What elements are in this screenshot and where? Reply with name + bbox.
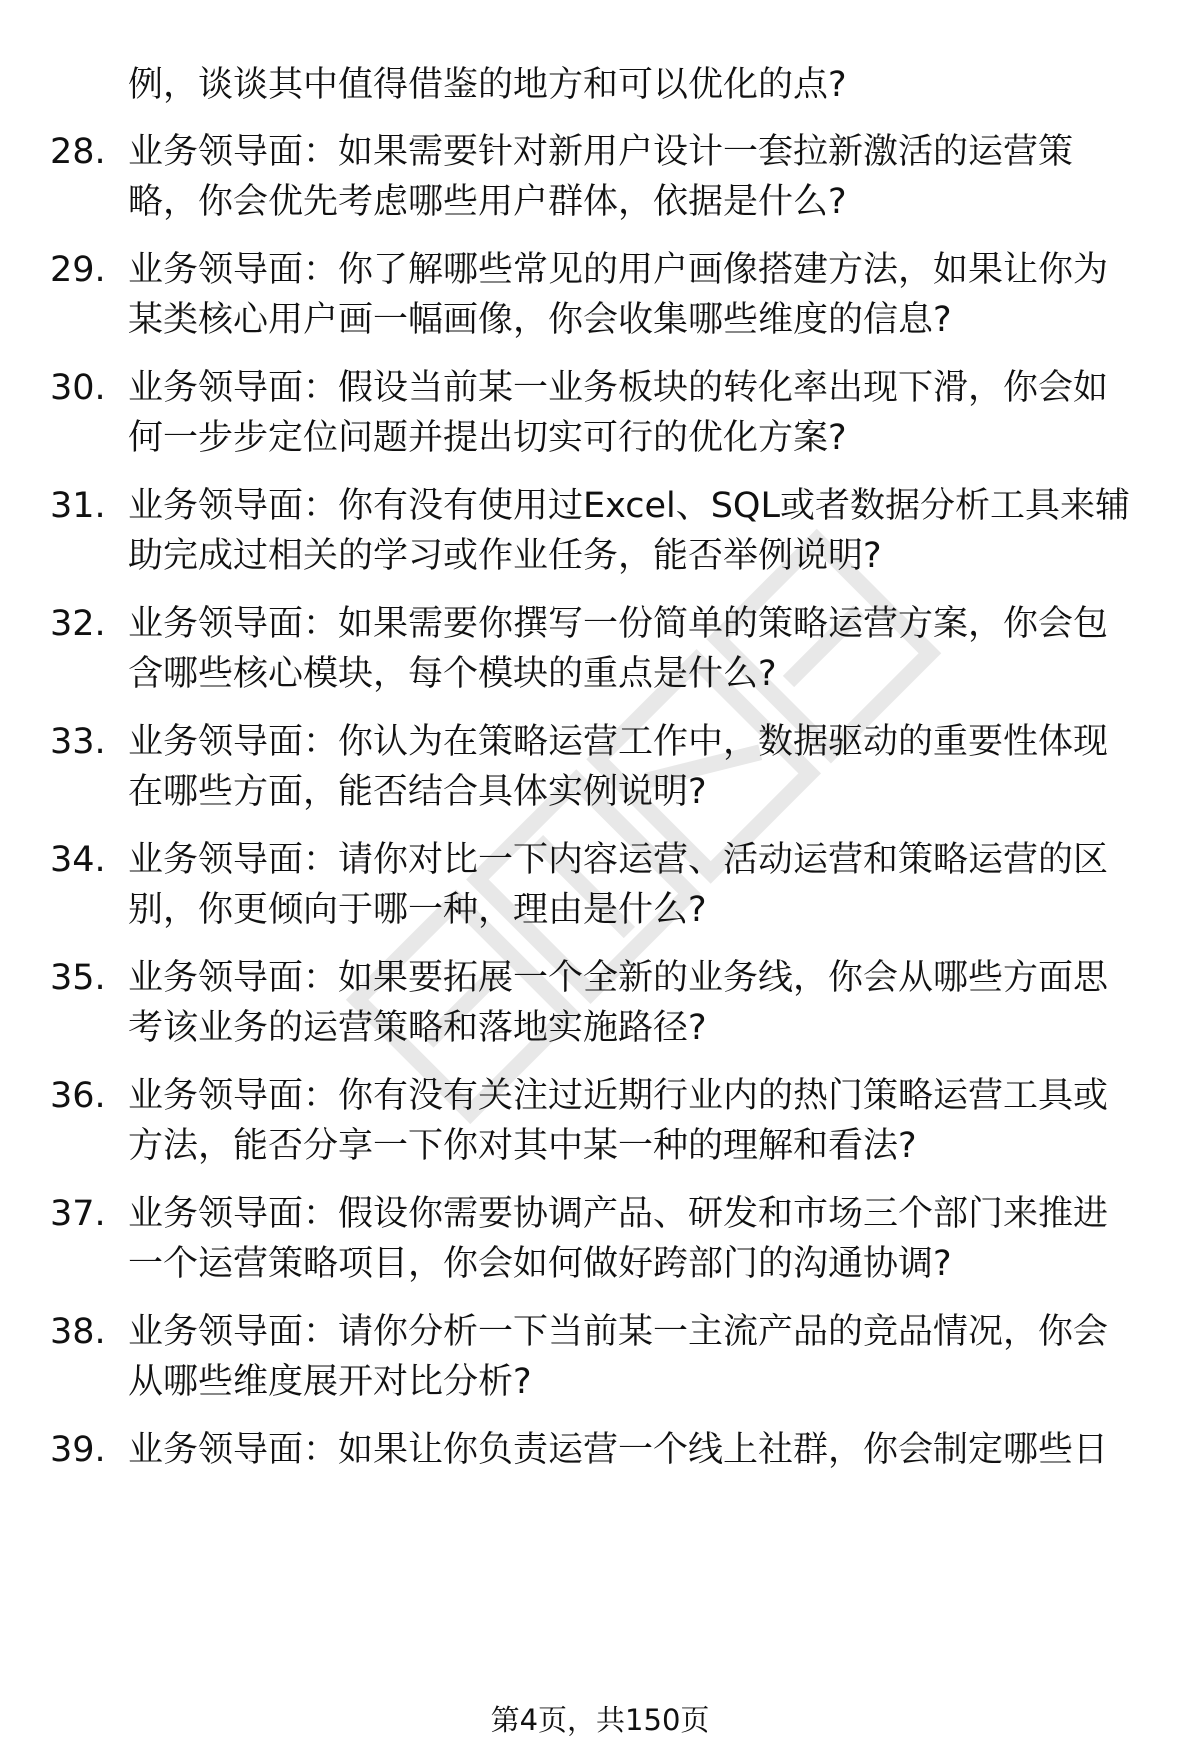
question-number: 38.	[50, 1312, 106, 1352]
question-text-line: 业务领导面：如果让你负责运营一个线上社群，你会制定哪些日	[128, 1430, 1109, 1470]
question-text-line: 业务领导面：请你对比一下内容运营、活动运营和策略运营的区	[128, 840, 1109, 880]
question-number: 39.	[50, 1430, 106, 1470]
question-text	[128, 1189, 1138, 1289]
question-text-line: 别，你更倾向于哪一种，理由是什么?	[128, 890, 707, 930]
question-text	[128, 599, 1138, 699]
page-number-footer: 第4页，共150页	[490, 1703, 710, 1737]
question-number: 29.	[50, 250, 106, 290]
question-text-line: 助完成过相关的学习或作业任务，能否举例说明?	[128, 536, 882, 576]
question-number: 28.	[50, 132, 106, 172]
question-text	[128, 717, 1138, 817]
question-text-line: 业务领导面：你有没有关注过近期行业内的热门策略运营工具或	[128, 1076, 1109, 1116]
question-text	[128, 835, 1138, 935]
question-number: 37.	[50, 1194, 106, 1234]
question-text-line: 业务领导面：你有没有使用过Excel、SQL或者数据分析工具来辅	[128, 486, 1130, 526]
question-text-line: 一个运营策略项目，你会如何做好跨部门的沟通协调?	[128, 1244, 952, 1284]
question-text-line: 何一步步定位问题并提出切实可行的优化方案?	[128, 418, 847, 458]
question-text	[128, 953, 1138, 1053]
question-text-line: 在哪些方面，能否结合具体实例说明?	[128, 772, 707, 812]
question-text-line: 方法，能否分享一下你对其中某一种的理解和看法?	[128, 1126, 917, 1166]
question-number: 30.	[50, 368, 106, 408]
question-number: 36.	[50, 1076, 106, 1116]
question-text	[128, 127, 1138, 227]
question-text	[128, 1307, 1138, 1407]
question-number: 34.	[50, 840, 106, 880]
question-number: 32.	[50, 604, 106, 644]
question-text-line: 业务领导面：请你分析一下当前某一主流产品的竞品情况，你会	[128, 1312, 1109, 1352]
question-number: 35.	[50, 958, 106, 998]
question-text-line: 略，你会优先考虑哪些用户群体，依据是什么?	[128, 182, 847, 222]
question-text-line: 业务领导面：假设你需要协调产品、研发和市场三个部门来推进	[128, 1194, 1109, 1234]
question-text-line: 某类核心用户画一幅画像，你会收集哪些维度的信息?	[128, 300, 952, 340]
question-text	[128, 363, 1138, 463]
question-text-line: 业务领导面：你了解哪些常见的用户画像搭建方法，如果让你为	[128, 250, 1109, 290]
question-text	[128, 1425, 1138, 1475]
question-text	[128, 245, 1138, 345]
question-text-line: 业务领导面：如果要拓展一个全新的业务线，你会从哪些方面思	[128, 958, 1109, 998]
question-number: 31.	[50, 486, 106, 526]
continuation-line: 例，谈谈其中值得借鉴的地方和可以优化的点?	[128, 65, 847, 105]
question-text-line: 从哪些维度展开对比分析?	[128, 1362, 532, 1402]
question-text	[128, 1071, 1138, 1171]
question-text-line: 含哪些核心模块，每个模块的重点是什么?	[128, 654, 777, 694]
question-text	[128, 481, 1138, 581]
question-text-line: 业务领导面：如果需要针对新用户设计一套拉新激活的运营策	[128, 132, 1074, 172]
question-number: 33.	[50, 722, 106, 762]
question-text-line: 业务领导面：假设当前某一业务板块的转化率出现下滑，你会如	[128, 368, 1109, 408]
question-text-line: 业务领导面：如果需要你撰写一份简单的策略运营方案，你会包	[128, 604, 1109, 644]
question-text-line: 考该业务的运营策略和落地实施路径?	[128, 1008, 707, 1048]
question-text-line: 业务领导面：你认为在策略运营工作中，数据驱动的重要性体现	[128, 722, 1109, 762]
